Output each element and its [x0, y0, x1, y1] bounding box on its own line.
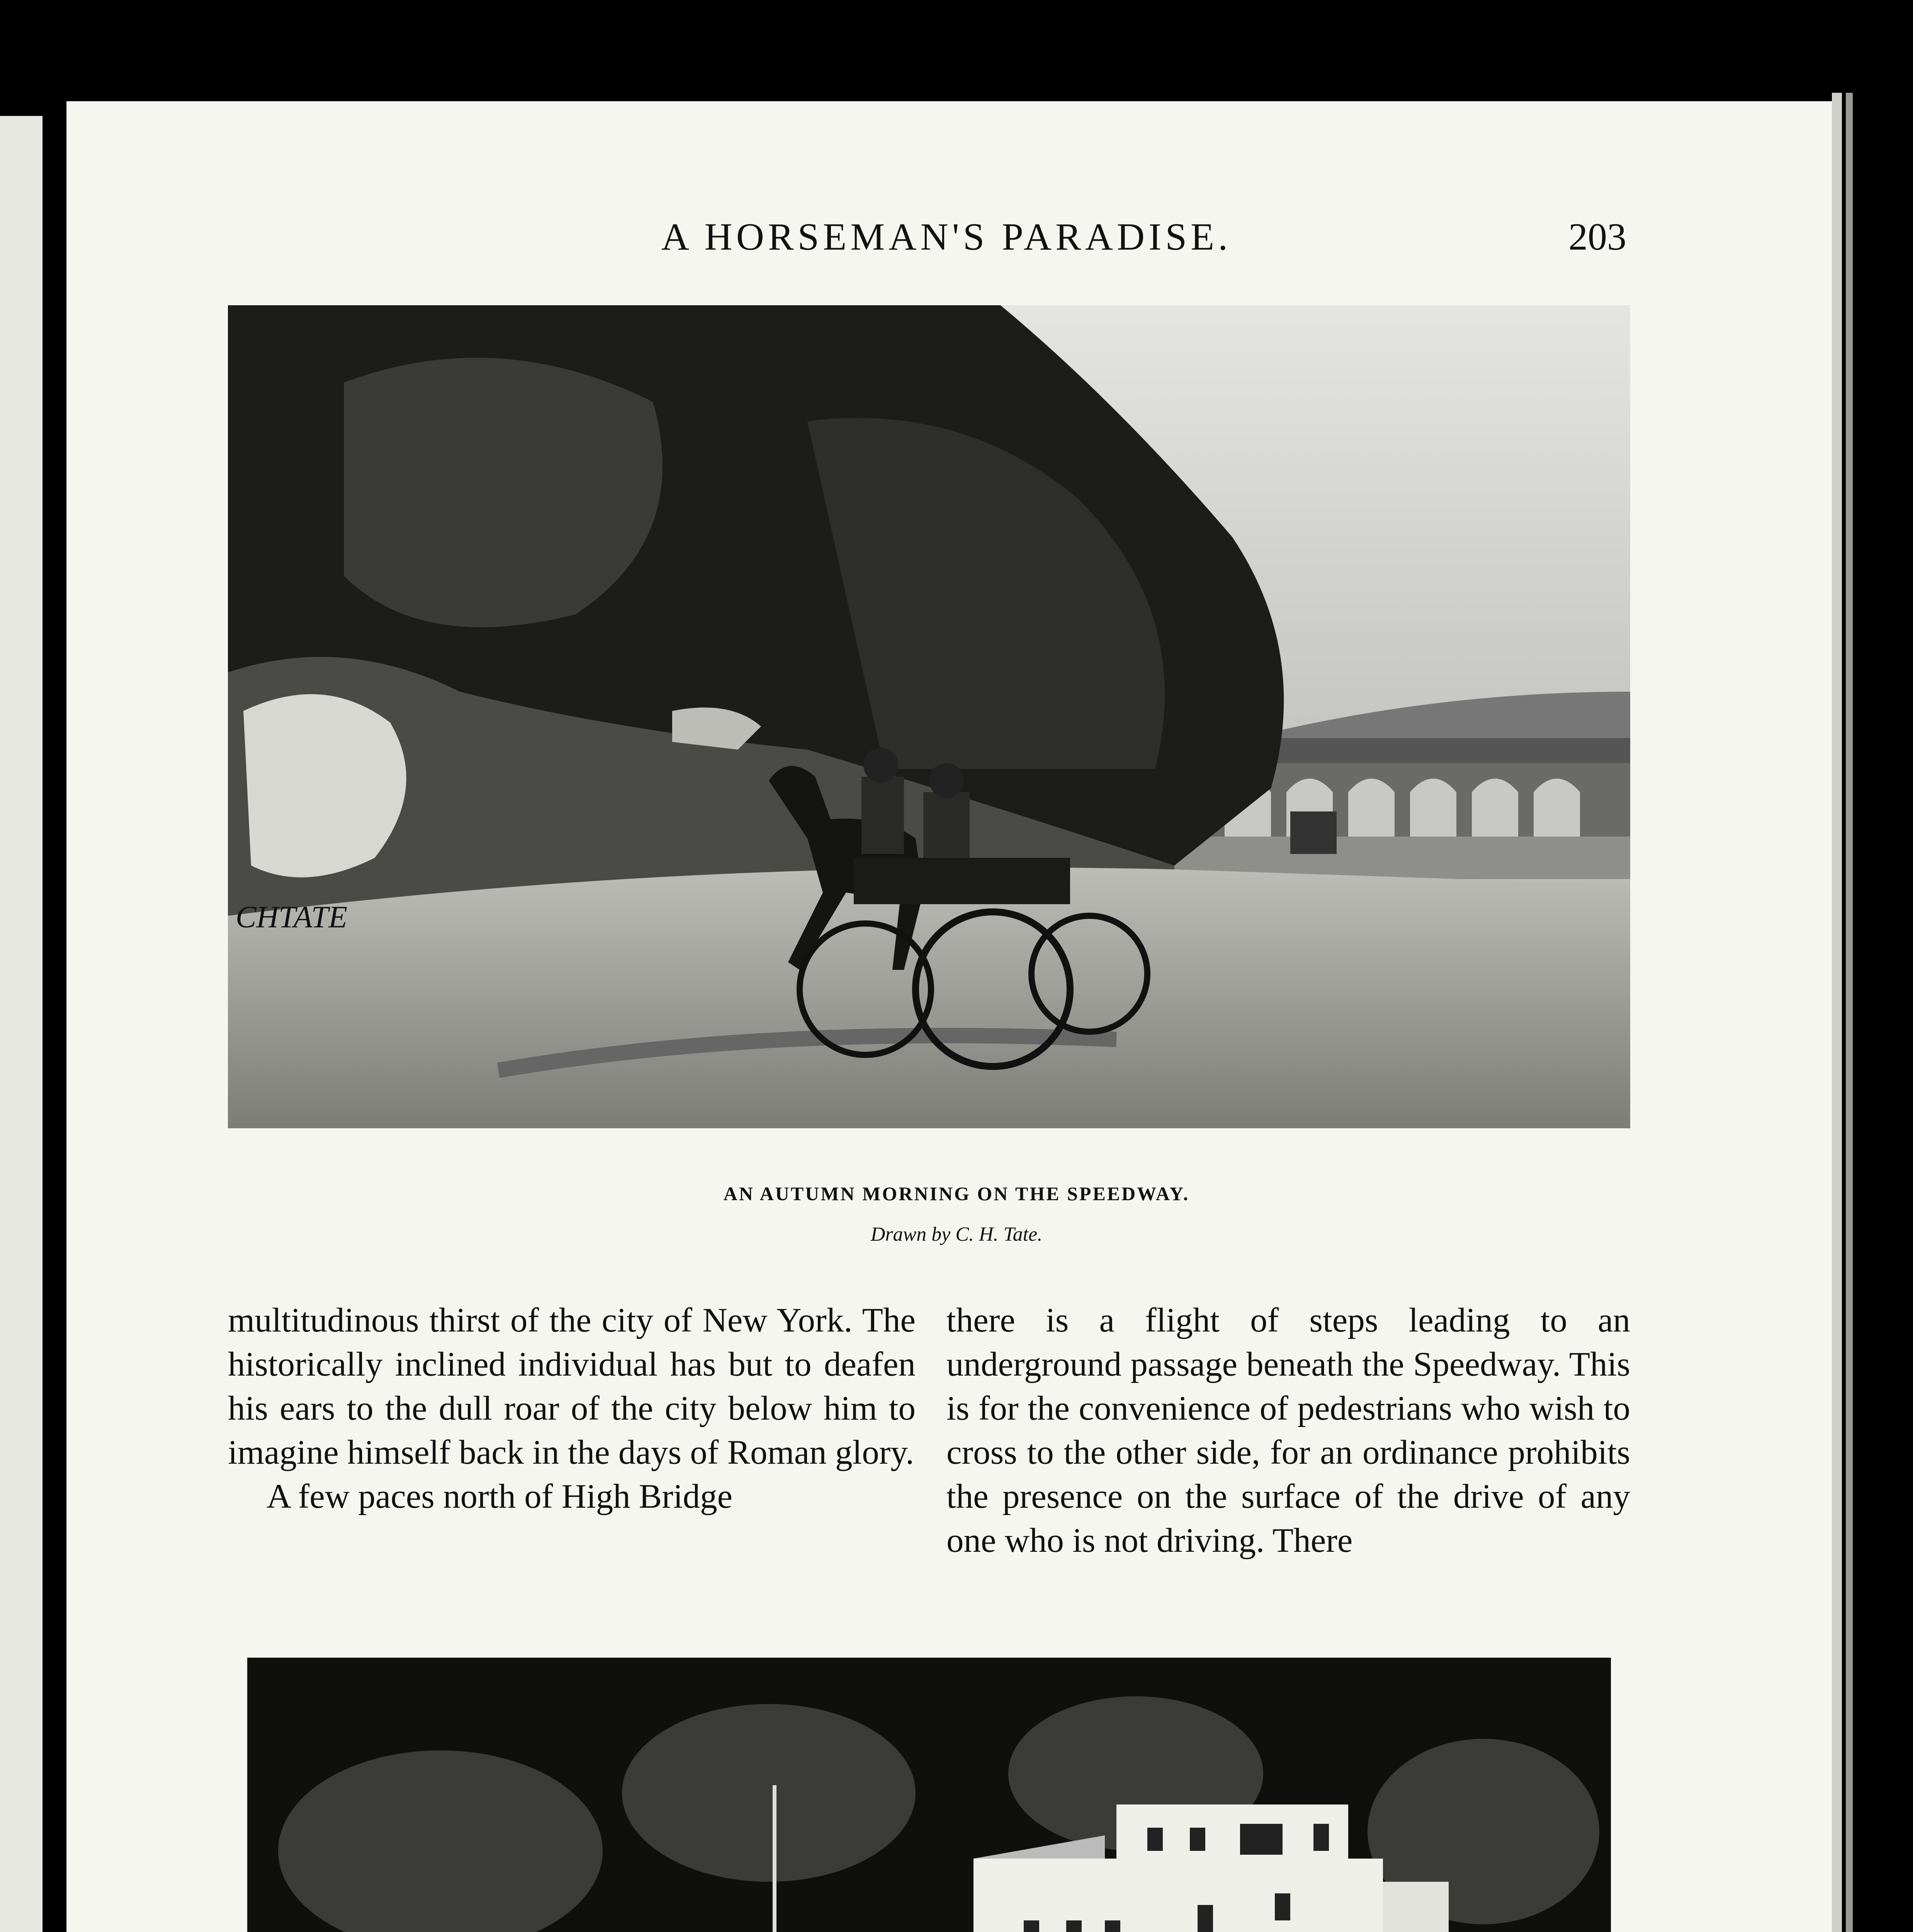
page-number: 203	[1568, 215, 1626, 258]
running-title: A HORSEMAN'S PARADISE.	[661, 215, 1232, 258]
text-column-left	[228, 1298, 916, 1519]
flagpole	[773, 1785, 776, 1932]
illustration-autumn-morning	[228, 305, 1630, 1128]
figure-caption: AN AUTUMN MORNING ON THE SPEEDWAY.	[723, 1183, 1190, 1204]
paragraph: there is a flight of steps leading to an underground passage beneath the Speedway. This is for the convenience of pedestrians who wish to cross to the other side, for an ordinance prohibits the presence on the surface of the drive of any one who is not driving. There	[946, 1301, 1630, 1560]
distant-carriage	[1290, 811, 1337, 854]
facing-page-edge	[0, 116, 42, 1932]
paragraph: multitudinous thirst of the city of New York. The historically inclined individual has but to deafen his ears to the dull roar of the city below him to imagine himself back in the days of Roman glory.	[228, 1301, 916, 1471]
page-stack-edge	[1832, 93, 1842, 1932]
illustration-old-landmark	[247, 1658, 1611, 1932]
artist-signature: CHTATE	[236, 900, 347, 934]
paragraph: A few paces north of High Bridge	[267, 1478, 733, 1515]
page-header	[0, 214, 1913, 269]
page-stack-edge	[1846, 93, 1853, 1932]
figure-credit: Drawn by C. H. Tate.	[870, 1223, 1043, 1245]
text-column-right	[946, 1298, 1630, 1563]
